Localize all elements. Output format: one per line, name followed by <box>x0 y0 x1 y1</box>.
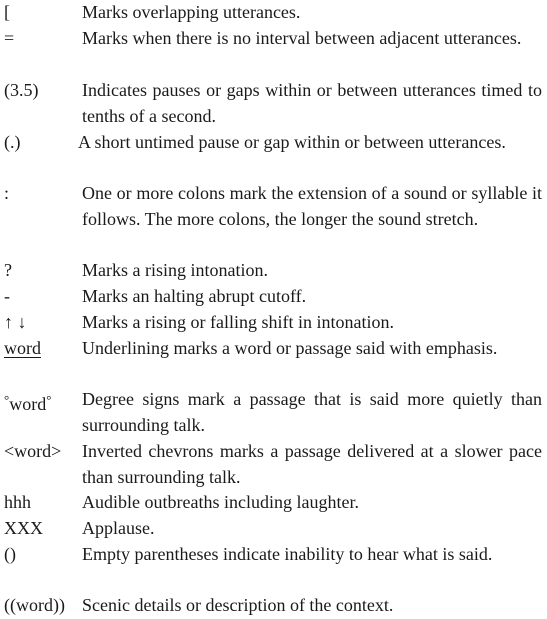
legend-description: Marks an halting abrupt cutoff. <box>82 286 307 306</box>
degree-word: word <box>9 394 47 414</box>
legend-description: Empty parentheses indicate inability to hear what is said. <box>82 544 493 564</box>
legend-description: Marks when there is no interval between adjacent utterances. <box>82 28 522 48</box>
legend-symbol: (.) <box>4 132 21 152</box>
legend-symbol: hhh <box>4 492 31 512</box>
legend-description: Marks a rising or falling shift in intonation. <box>82 312 394 332</box>
legend-symbol: ↑ ↓ <box>4 312 27 332</box>
legend-description: Underlining marks a word or passage said with emphasis. <box>82 338 498 358</box>
legend-symbol: ((word)) <box>4 595 65 615</box>
legend-symbol: = <box>4 28 15 48</box>
degree-sign-open: ° <box>4 392 10 407</box>
legend-description: Scenic details or description of the context. <box>82 595 394 615</box>
legend-description: Audible outbreaths including laughter. <box>82 492 359 512</box>
legend-symbol: ? <box>4 260 12 280</box>
legend-symbol: - <box>4 286 10 306</box>
degree-sign-close: ° <box>46 392 52 407</box>
legend-description: Degree signs mark a passage that is said more quietly than surrounding talk. <box>82 389 542 435</box>
legend-symbol <box>4 387 51 417</box>
legend-description: One or more colons mark the extension of a sound or syllable it follows. The more colons, the longer the sound stretch. <box>82 183 542 229</box>
legend-description: A short untimed pause or gap within or between utterances. <box>78 132 506 152</box>
legend-symbol: (3.5) <box>4 80 39 100</box>
legend-symbol: XXX <box>4 518 43 538</box>
underlined-word: word <box>4 338 41 358</box>
legend-description: Inverted chevrons marks a passage delivered at a slower pace than surrounding talk. <box>82 441 542 487</box>
legend-description: Marks a rising intonation. <box>82 260 268 280</box>
legend-symbol <box>4 336 41 361</box>
legend-symbol: [ <box>4 2 10 22</box>
legend-description: Applause. <box>82 518 155 538</box>
legend-description: Marks overlapping utterances. <box>82 2 301 22</box>
legend-symbol: () <box>4 544 16 564</box>
legend-symbol: <word> <box>4 441 62 461</box>
legend-symbol: : <box>4 183 10 203</box>
legend-description: Indicates pauses or gaps within or between utterances timed to tenths of a second. <box>82 80 542 126</box>
